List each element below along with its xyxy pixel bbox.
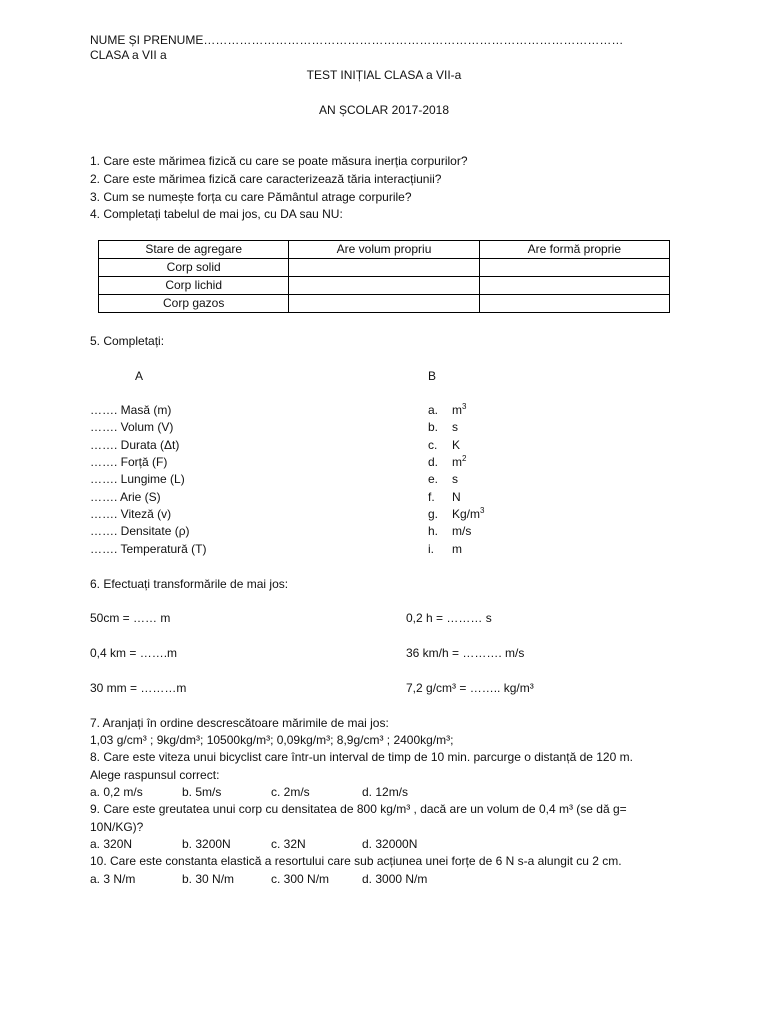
match-item-b (428, 471, 458, 488)
unit-text: s (452, 420, 458, 434)
question-3: 3. Cum se numește forța cu care Pământul atrage corpurile? (90, 190, 412, 204)
option-letter: b. (428, 420, 439, 434)
answer-option: c. 300 N/m (271, 872, 330, 886)
unit-exponent: 3 (480, 506, 485, 515)
table-header-cell: Are formă proprie (479, 241, 669, 259)
unit-text: N (452, 490, 461, 504)
match-item-a: ……. Volum (V) (90, 420, 174, 434)
unit-exponent: 2 (462, 454, 467, 463)
answer-option: d. 3000 N/m (362, 872, 428, 886)
table-header-cell: Stare de agregare (99, 241, 289, 259)
column-b-label: B (428, 369, 437, 383)
unit-text: m/s (452, 524, 472, 538)
school-year: AN ȘCOLAR 2017-2018 (318, 103, 450, 117)
answer-option: c. 2m/s (271, 785, 310, 799)
question-8-text: Alege raspunsul correct: (90, 768, 220, 782)
match-item-a: ……. Viteză (v) (90, 507, 172, 521)
answer-option: b. 5m/s (182, 785, 222, 799)
question-6-title: 6. Efectuați transformările de mai jos: (90, 577, 289, 591)
class-line: CLASA a VII a (90, 48, 167, 62)
question-10-options (90, 871, 427, 888)
option-letter: h. (428, 524, 439, 538)
conversion-item: 0,2 h = ……… s (406, 611, 492, 625)
match-item-b (428, 541, 462, 558)
match-item-b (428, 437, 460, 454)
match-item-b (428, 402, 466, 419)
test-title: TEST INIȚIAL CLASA a VII-a (306, 68, 462, 82)
table-row (99, 277, 670, 295)
table-cell-answer[interactable] (479, 295, 669, 313)
name-line: NUME ȘI PRENUME…………………………………………………………………………………………… (90, 33, 624, 47)
option-letter: f. (428, 490, 435, 504)
conversion-item: 50cm = …… m (90, 611, 171, 625)
table-cell-answer[interactable] (289, 259, 479, 277)
question-7-title: 7. Aranjați în ordine descrescătoare mărimile de mai jos: (90, 716, 389, 730)
question-4: 4. Completați tabelul de mai jos, cu DA sau NU: (90, 207, 343, 221)
table-cell-answer[interactable] (289, 295, 479, 313)
table-row (99, 295, 670, 313)
table-cell-answer[interactable] (479, 277, 669, 295)
match-item-a: ……. Arie (S) (90, 490, 161, 504)
unit-exponent: 3 (462, 402, 467, 411)
question-2: 2. Care este mărimea fizică care caracterizează tăria interacțiunii? (90, 172, 442, 186)
table-cell: Corp lichid (99, 277, 289, 295)
match-item-b (428, 419, 458, 436)
table-cell-answer[interactable] (289, 277, 479, 295)
match-item-a: ……. Densitate (ρ) (90, 524, 190, 538)
question-9-text: 10N/KG)? (90, 820, 144, 834)
match-item-a: ……. Temperatură (T) (90, 542, 207, 556)
option-letter: g. (428, 507, 439, 521)
unit-text: s (452, 472, 458, 486)
option-letter: e. (428, 472, 439, 486)
option-letter: c. (428, 438, 438, 452)
match-item-b (428, 489, 461, 506)
unit-text: K (452, 438, 461, 452)
table-cell: Corp gazos (99, 295, 289, 313)
conversion-item: 36 km/h = ………. m/s (406, 646, 525, 660)
conversion-item: 0,4 km = …….m (90, 646, 178, 660)
aggregation-table (98, 240, 670, 313)
answer-option: a. 0,2 m/s (90, 785, 143, 799)
question-5-title: 5. Completați: (90, 334, 165, 348)
table-header-cell: Are volum propriu (289, 241, 479, 259)
match-item-b (428, 506, 484, 523)
answer-option: a. 320N (90, 837, 133, 851)
table-cell: Corp solid (99, 259, 289, 277)
unit-text: m (452, 542, 462, 556)
match-item-b (428, 523, 471, 540)
match-item-a: ……. Durata (Δt) (90, 438, 180, 452)
match-item-a: ……. Forță (F) (90, 455, 168, 469)
column-a-label: A (135, 369, 144, 383)
question-9-text: 9. Care este greutatea unui corp cu densitatea de 800 kg/m³ , dacă are un volum de 0,4 m³ (se dă g= (90, 802, 627, 816)
answer-option: b. 30 N/m (182, 872, 235, 886)
question-8-text: 8. Care este viteza unui bicyclist care într-un interval de timp de 10 min. parcurge o distanță de 120 m. (90, 750, 633, 764)
answer-option: d. 32000N (362, 837, 418, 851)
table-cell-answer[interactable] (479, 259, 669, 277)
conversion-item: 30 mm = ………m (90, 681, 187, 695)
option-letter: d. (428, 455, 439, 469)
question-7-values: 1,03 g/cm³ ; 9kg/dm³; 10500kg/m³; 0,09kg/m³; 8,9g/cm³ ; 2400kg/m³; (90, 733, 454, 747)
option-letter: i. (428, 542, 434, 556)
question-8-options (90, 784, 408, 801)
table-row (99, 259, 670, 277)
unit-text: Kg/m (452, 507, 481, 521)
question-9-options (90, 836, 417, 853)
unit-text: m (452, 403, 462, 417)
match-item-b (428, 454, 466, 471)
unit-text: m (452, 455, 462, 469)
table-header-row (99, 241, 670, 259)
conversion-item: 7,2 g/cm³ = …….. kg/m³ (406, 681, 534, 695)
answer-option: a. 3 N/m (90, 872, 136, 886)
answer-option: d. 12m/s (362, 785, 409, 799)
answer-option: c. 32N (271, 837, 306, 851)
match-item-a: ……. Masă (m) (90, 403, 172, 417)
question-1: 1. Care este mărimea fizică cu care se poate măsura inerția corpurilor? (90, 154, 468, 168)
question-10-text: 10. Care este constanta elastică a resortului care sub acțiunea unei forțe de 6 N s-a alungit cu 2 cm. (90, 854, 622, 868)
match-item-a: ……. Lungime (L) (90, 472, 185, 486)
answer-option: b. 3200N (182, 837, 231, 851)
option-letter: a. (428, 403, 439, 417)
